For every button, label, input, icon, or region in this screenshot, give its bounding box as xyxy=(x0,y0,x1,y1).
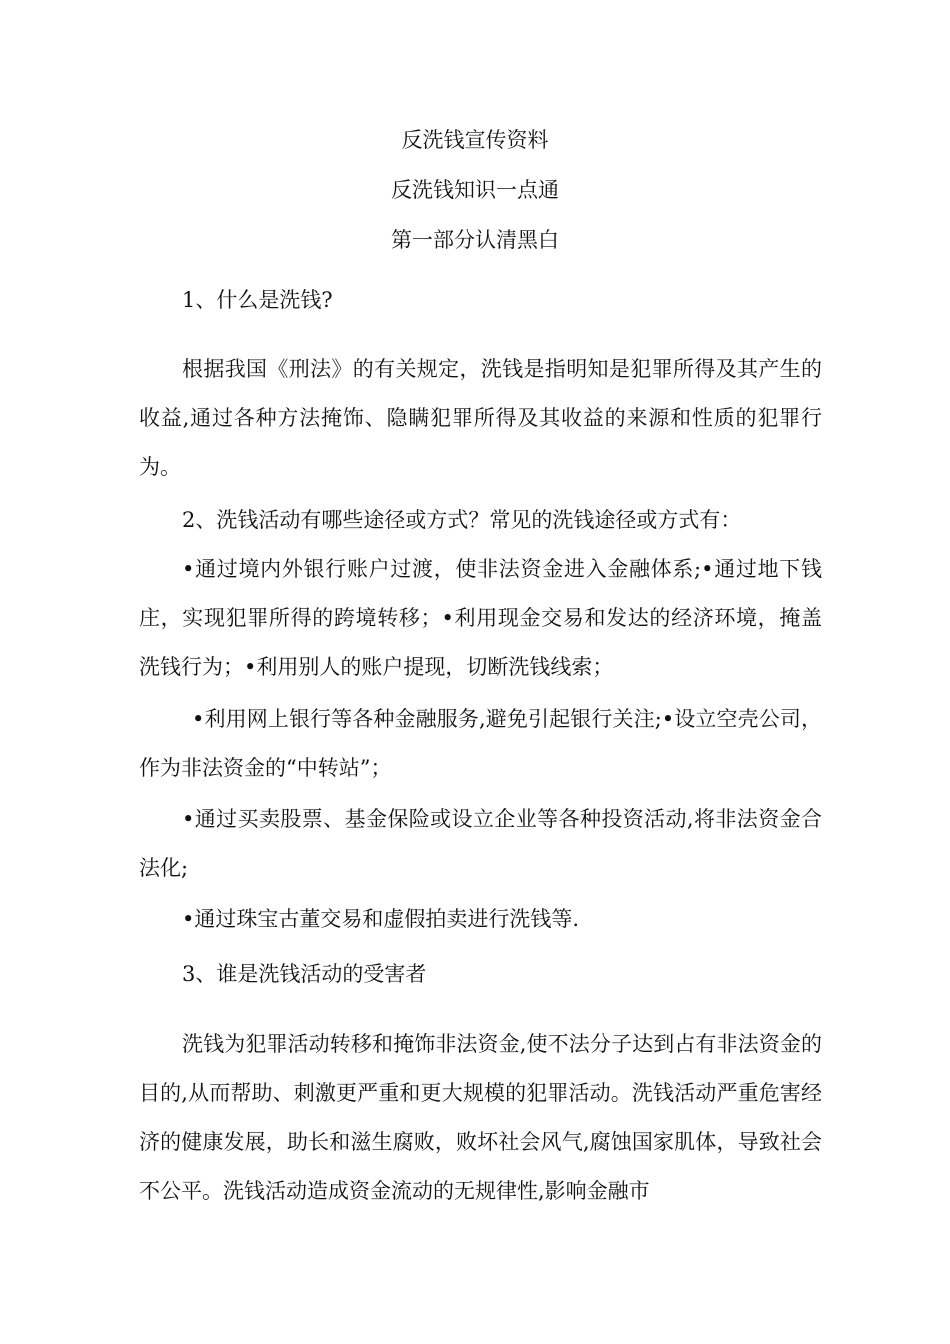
paragraph-money-laundering-definition: 根据我国《刑法》的有关规定，洗钱是指明知是犯罪所得及其产生的收益,通过各种方法掩饰、隐瞒犯罪所得及其收益的来源和性质的犯罪行为。 xyxy=(139,357,822,479)
paragraph-methods-list-3: •通过买卖股票、基金保险或设立企业等各种投资活动,将非法资金合法化; xyxy=(139,807,822,880)
question-3: 3、谁是洗钱活动的受害者 xyxy=(182,962,427,986)
question-2: 2、洗钱活动有哪些途径或方式？常见的洗钱途径或方式有： xyxy=(182,508,742,532)
paragraph-methods-list-2: •利用网上银行等各种金融服务,避免引起银行关注;•设立空壳公司，作为非法资金的“中转站”； xyxy=(139,707,822,780)
document-title: 反洗钱宣传资料 xyxy=(401,128,549,152)
paragraph-victims: 洗钱为犯罪活动转移和掩饰非法资金,使不法分子达到占有非法资金的目的,从而帮助、刺激更严重和更大规模的犯罪活动。洗钱活动严重危害经济的健康发展，助长和滋生腐败，败坏社会风气,腐蚀国家肌体，导致社会不公平。洗钱活动造成资金流动的无规律性,影响金融市 xyxy=(139,1032,822,1203)
document-subtitle: 反洗钱知识一点通 xyxy=(391,178,559,202)
paragraph-methods-list-4: •通过珠宝古董交易和虚假拍卖进行洗钱等. xyxy=(182,907,580,931)
section-title: 第一部分认清黑白 xyxy=(391,228,559,252)
paragraph-methods-list-1: •通过境内外银行账户过渡，使非法资金进入金融体系;•通过地下钱庄，实现犯罪所得的跨境转移；•利用现金交易和发达的经济环境，掩盖洗钱行为；•利用别人的账户提现，切断洗钱线索； xyxy=(139,557,822,679)
question-1: 1、什么是洗钱? xyxy=(182,288,333,312)
